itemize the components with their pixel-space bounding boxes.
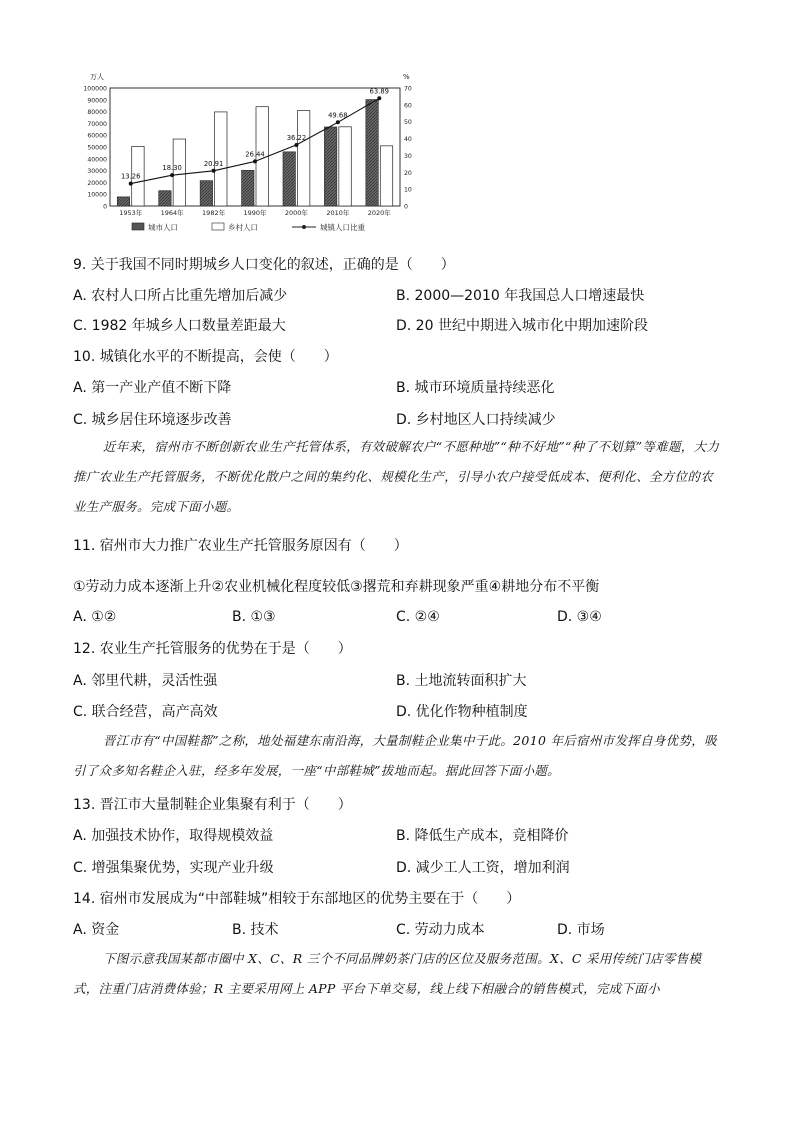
x-tick-labels <box>119 208 391 217</box>
q10-option-d: D. 乡村地区人口持续减少 <box>396 412 556 428</box>
ratio-point <box>377 96 381 100</box>
bar-urban <box>283 152 295 206</box>
bar-urban <box>117 197 129 206</box>
ratio-point <box>336 120 340 124</box>
x-tick-label: 2020年 <box>367 209 391 217</box>
y-left-tick-label: 100000 <box>83 85 107 93</box>
q10-option-b: B. 城市环境质量持续恶化 <box>396 380 555 396</box>
question-10-stem: 10. 城镇化水平的不断提高，会使（ ） <box>73 349 338 365</box>
bar-urban <box>324 127 336 206</box>
q10-option-a: A. 第一产业产值不断下降 <box>73 380 232 396</box>
y-left-tick-labels <box>83 86 107 211</box>
bar-rural <box>380 146 392 206</box>
q14-option-b: B. 技术 <box>232 922 279 938</box>
bar-urban <box>159 191 171 206</box>
x-tick-label: 1990年 <box>243 209 267 217</box>
question-13-stem: 13. 晋江市大量制鞋企业集聚有利于（ ） <box>73 797 352 813</box>
passage-2: 晋江市有“中国鞋都”之称，地处福建东南沿海，大量制鞋企业集中于此。2010 年后宿州市发挥自身优势，吸引了众多知名鞋企入驻，经多年发展，一座“中部鞋城”拔地而起。据此回答下面小题。 <box>73 733 717 778</box>
q12-option-a: A. 邻里代耕，灵活性强 <box>73 673 218 689</box>
y-right-tick-label: 70 <box>404 85 412 93</box>
y-right-tick-label: 30 <box>404 152 412 160</box>
ratio-point-label: 36.22 <box>286 133 307 142</box>
ratio-point <box>170 173 174 177</box>
q10-option-c: C. 城乡居住环境逐步改善 <box>73 412 232 428</box>
passage-1: 近年来，宿州市不断创新农业生产托管体系，有效破解农户“不愿种地”“种不好地”“种了不划算”等难题，大力推广农业生产托管服务，不断优化散户之间的集约化、规模化生产，引导小农户接受低成本、便利化、全方位的农业生产服务。完成下面小题。 <box>73 439 720 514</box>
q9-option-d: D. 20 世纪中期进入城市化中期加速阶段 <box>396 318 648 334</box>
ratio-point <box>294 143 298 147</box>
y-right-tick-label: 0 <box>404 203 408 211</box>
x-tick-label: 2000年 <box>284 209 308 217</box>
x-tick-label: 1964年 <box>160 209 184 217</box>
population-chart <box>60 70 440 245</box>
ratio-point-label: 49.68 <box>328 111 348 120</box>
ratio-point <box>129 182 133 186</box>
q14-option-a: A. 资金 <box>73 922 120 938</box>
y-right-tick-label: 10 <box>404 186 412 194</box>
bar-rural <box>297 111 309 206</box>
y-left-tick-label: 20000 <box>87 179 107 187</box>
x-tick-label: 1982年 <box>202 209 226 217</box>
y-left-tick-label: 0 <box>103 203 107 211</box>
bar-rural <box>339 127 351 206</box>
q14-option-d: D. 市场 <box>557 922 605 938</box>
legend <box>132 222 365 232</box>
y-left-tick-label: 10000 <box>87 191 107 199</box>
bar-urban <box>366 100 378 206</box>
bar-rural <box>173 139 185 206</box>
legend-label-rural: 乡村人口 <box>228 223 258 232</box>
y-left-unit: 万人 <box>90 73 104 81</box>
y-right-tick-labels <box>404 86 412 211</box>
bar-urban <box>200 181 212 206</box>
y-left-tick-label: 40000 <box>87 156 107 164</box>
q12-option-d: D. 优化作物种植制度 <box>396 704 528 720</box>
question-11-stem: 11. 宿州市大力推广农业生产托管服务原因有（ ） <box>73 538 408 554</box>
q14-option-c: C. 劳动力成本 <box>396 922 485 938</box>
y-left-tick-label: 30000 <box>87 168 107 176</box>
y-left-tick-label: 50000 <box>87 144 107 152</box>
q11-option-b: B. ①③ <box>232 609 276 625</box>
q9-option-a: A. 农村人口所占比重先增加后减少 <box>73 288 288 304</box>
y-right-unit: % <box>403 73 410 81</box>
q9-option-b: B. 2000—2010 年我国总人口增速最快 <box>396 288 645 304</box>
y-left-tick-label: 70000 <box>87 120 107 128</box>
y-left-tick-label: 80000 <box>87 109 107 117</box>
ratio-point-label: 13.26 <box>120 172 141 181</box>
q11-option-c: C. ②④ <box>396 609 440 625</box>
legend-swatch-rural <box>212 223 224 230</box>
ratio-point-label: 26.44 <box>245 150 265 159</box>
question-12-stem: 12. 农业生产托管服务的优势在于是（ ） <box>73 641 352 657</box>
q9-option-c: C. 1982 年城乡人口数量差距最大 <box>73 318 286 334</box>
bar-urban <box>242 170 254 206</box>
y-left-tick-label: 60000 <box>87 132 107 140</box>
x-tick-label: 2010年 <box>326 209 350 217</box>
q13-option-c: C. 增强集聚优势，实现产业升级 <box>73 860 274 876</box>
legend-label-ratio: 城镇人口比重 <box>320 223 365 232</box>
legend-swatch-urban <box>132 223 144 230</box>
ratio-point-label: 20.91 <box>203 159 224 168</box>
ratio-point-label: 18.30 <box>162 164 182 173</box>
y-right-tick-label: 40 <box>404 136 412 144</box>
y-right-tick-label: 60 <box>404 102 412 110</box>
ratio-point-label: 63.89 <box>369 87 390 96</box>
question-9-stem: 9. 关于我国不同时期城乡人口变化的叙述，正确的是（ ） <box>73 257 455 273</box>
question-14-stem: 14. 宿州市发展成为“中部鞋城”相较于东部地区的优势主要在于（ ） <box>73 891 521 907</box>
q11-option-a: A. ①② <box>73 609 117 625</box>
q12-option-b: B. 土地流转面积扩大 <box>396 673 527 689</box>
legend-marker-ratio <box>302 225 306 229</box>
plot-frame <box>110 88 400 206</box>
ratio-point <box>212 169 216 173</box>
y-left-tick-label: 90000 <box>87 97 107 105</box>
ratio-point <box>253 159 257 163</box>
passage-3: 下图示意我国某都市圈中 X、C、R 三个不同品牌奶茶门店的区位及服务范围。X、C 采用传统门店零售模式，注重门店消费体验；R 主要采用网上 APP 平台下单交易，线上线下相融合的销售模式，完成下面小 <box>73 951 702 996</box>
q12-option-c: C. 联合经营，高产高效 <box>73 704 218 720</box>
q11-option-d: D. ③④ <box>557 609 602 625</box>
legend-label-urban: 城市人口 <box>148 223 178 232</box>
x-tick-label: 1953年 <box>119 209 143 217</box>
question-11-statements: ①劳动力成本逐渐上升②农业机械化程度较低③撂荒和弃耕现象严重④耕地分布不平衡 <box>73 579 600 595</box>
q13-option-d: D. 减少工人工资，增加利润 <box>396 860 570 876</box>
q13-option-a: A. 加强技术协作，取得规模效益 <box>73 828 274 844</box>
q13-option-b: B. 降低生产成本，竞相降价 <box>396 828 569 844</box>
y-right-tick-label: 20 <box>404 169 412 177</box>
y-right-tick-label: 50 <box>404 119 412 127</box>
